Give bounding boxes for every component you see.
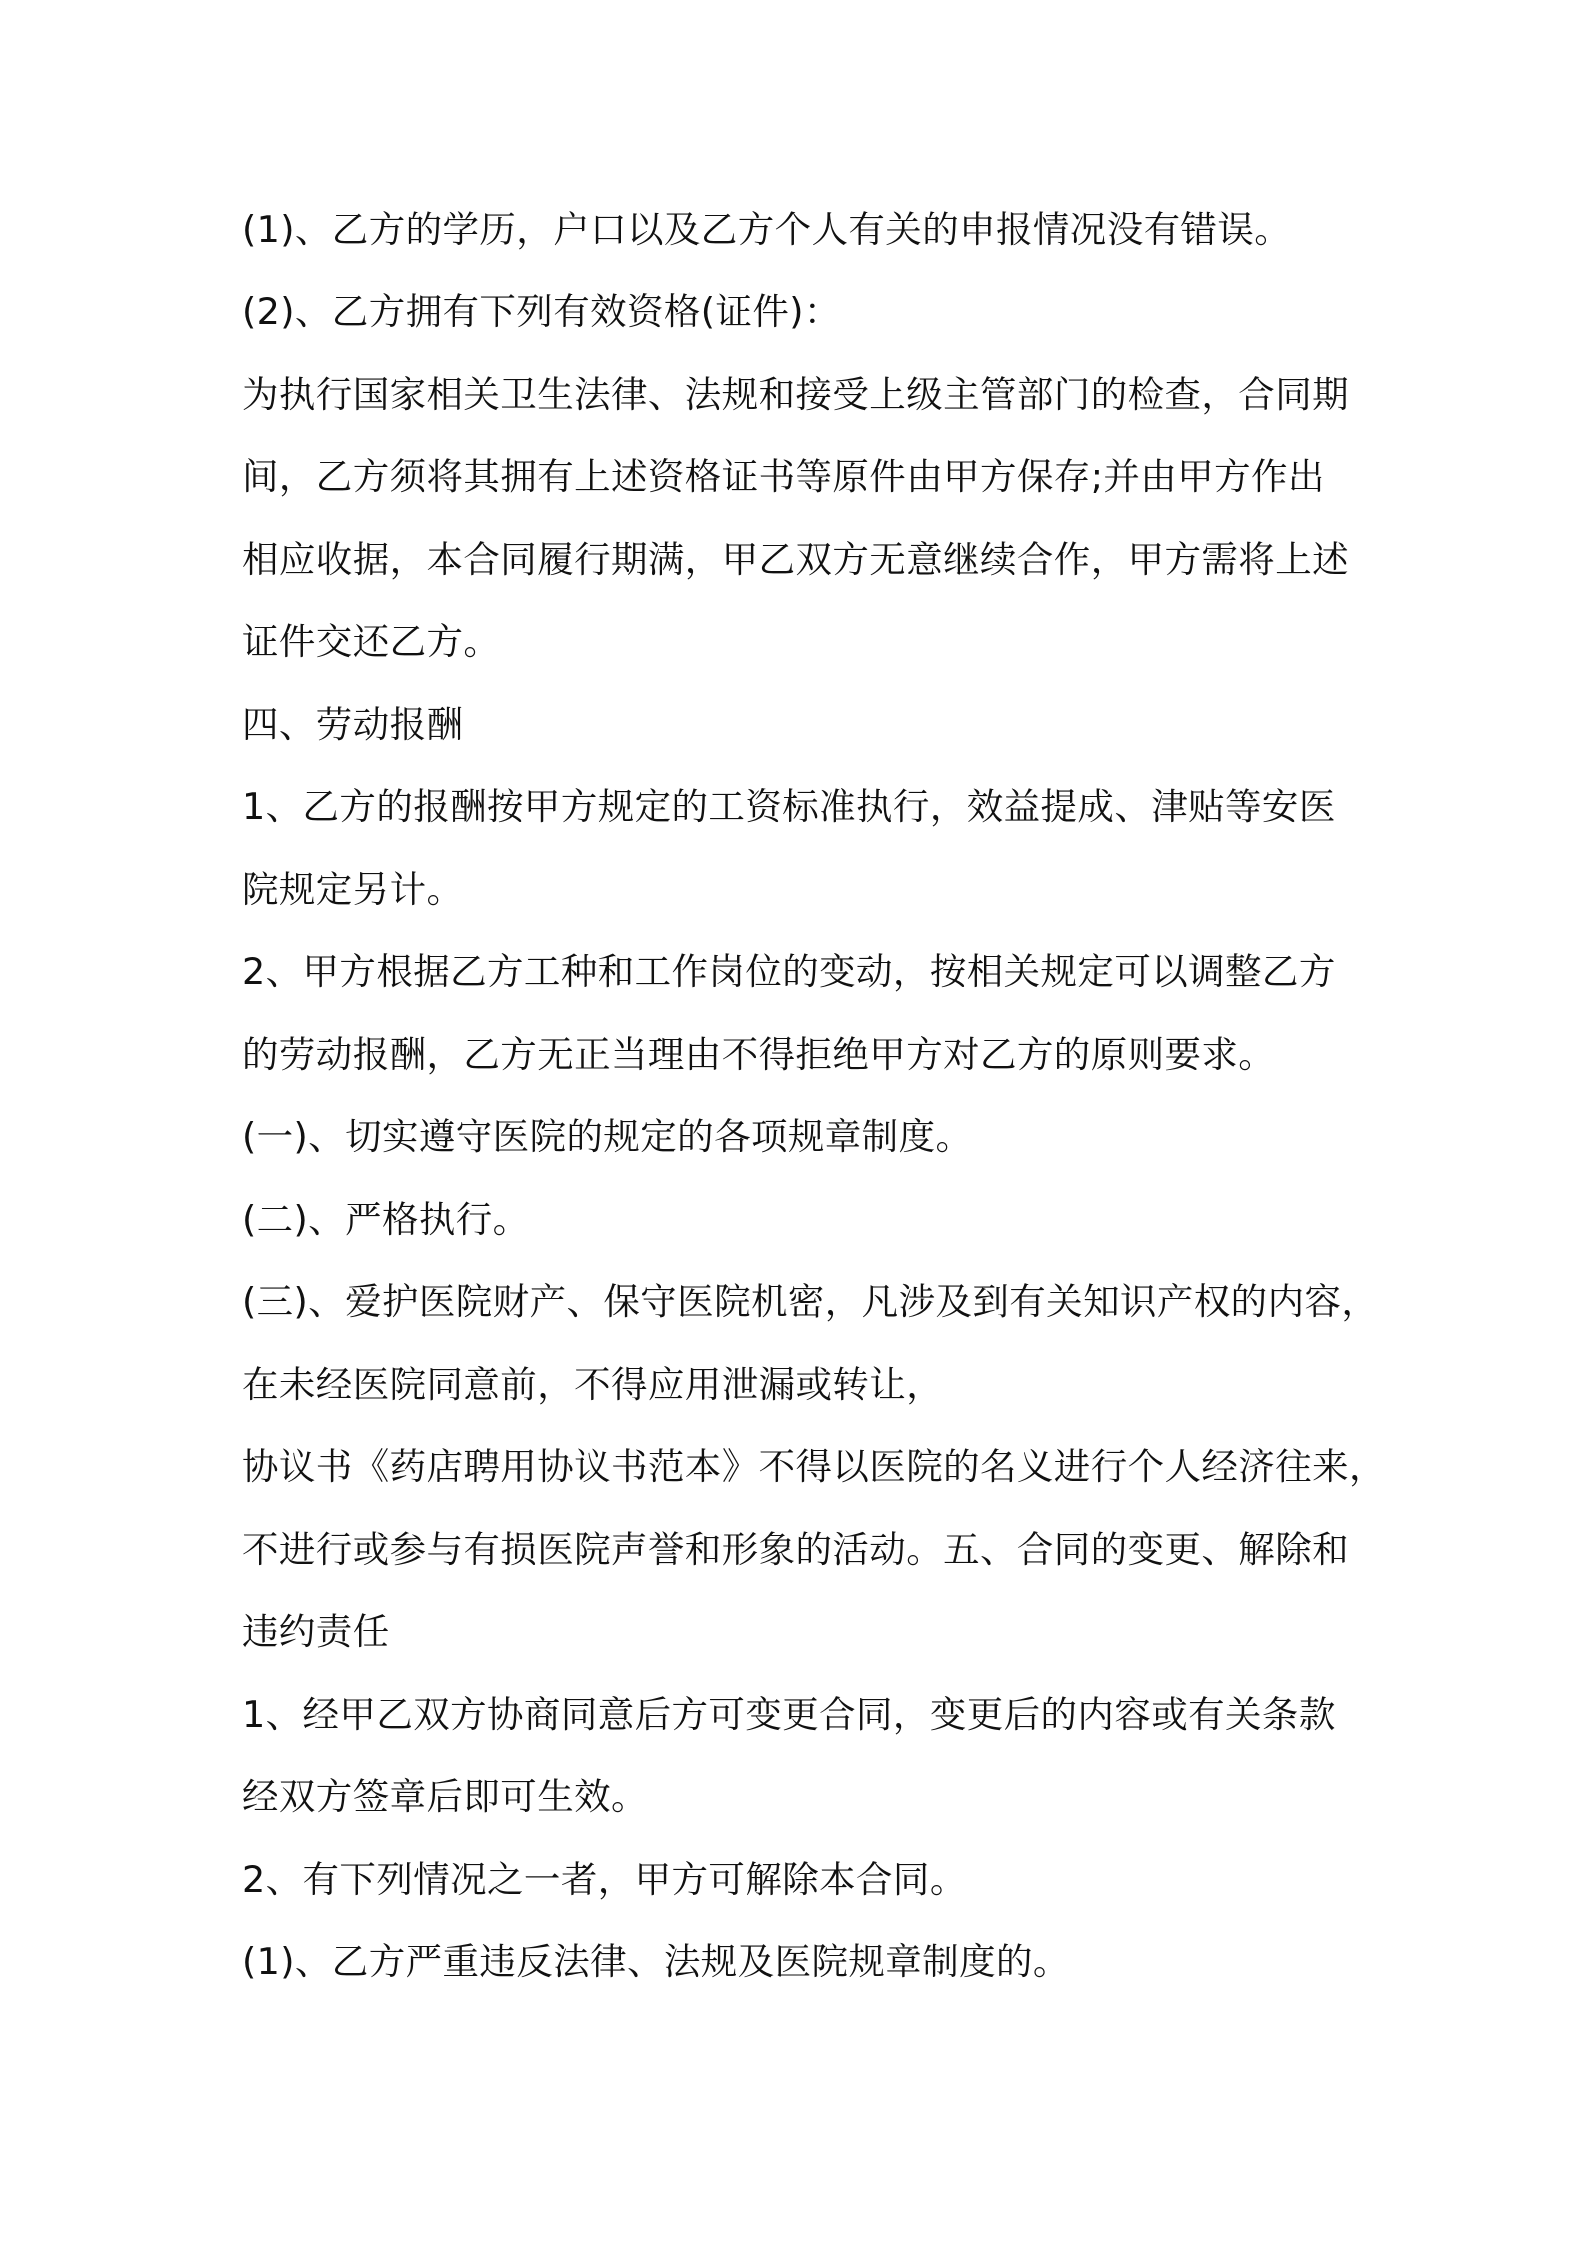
text-line-confidentiality-4: 不进行或参与有损医院声誉和形象的活动。五、合同的变更、解除和 xyxy=(242,1528,1349,1571)
text-line-strict-execution: (二)、严格执行。 xyxy=(242,1198,530,1241)
section-heading-remuneration: 四、劳动报酬 xyxy=(242,703,464,746)
text-line-salary-adjustment-2: 的劳动报酬，乙方无正当理由不得拒绝甲方对乙方的原则要求。 xyxy=(242,1033,1276,1076)
text-line-contract-change-1: 1、经甲乙双方协商同意后方可变更合同，变更后的内容或有关条款 xyxy=(242,1693,1336,1736)
text-line-salary-adjustment-1: 2、甲方根据乙方工种和工作岗位的变动，按相关规定可以调整乙方 xyxy=(242,950,1336,993)
text-line-confidentiality-2: 在未经医院同意前，不得应用泄漏或转让， xyxy=(242,1363,944,1406)
text-line-applicant-education: (1)、乙方的学历，户口以及乙方个人有关的申报情况没有错误。 xyxy=(242,208,1292,251)
text-line-certificate-custody-3: 相应收据，本合同履行期满，甲乙双方无意继续合作，甲方需将上述 xyxy=(242,538,1349,581)
text-line-qualifications-heading: (2)、乙方拥有下列有效资格(证件)： xyxy=(242,290,841,333)
text-line-contract-change-2: 经双方签章后即可生效。 xyxy=(242,1775,648,1818)
text-line-certificate-custody-2: 间，乙方须将其拥有上述资格证书等原件由甲方保存;并由甲方作出 xyxy=(242,455,1325,498)
text-line-salary-standard-1: 1、乙方的报酬按甲方规定的工资标准执行，效益提成、津贴等安医 xyxy=(242,785,1336,828)
text-line-termination-conditions: 2、有下列情况之一者，甲方可解除本合同。 xyxy=(242,1858,967,1901)
section-heading-contract-changes: 违约责任 xyxy=(242,1610,390,1653)
text-line-obey-rules: (一)、切实遵守医院的规定的各项规章制度。 xyxy=(242,1115,973,1158)
text-line-certificate-custody-4: 证件交还乙方。 xyxy=(242,620,501,663)
text-line-certificate-custody-1: 为执行国家相关卫生法律、法规和接受上级主管部门的检查，合同期 xyxy=(242,373,1349,416)
text-line-confidentiality-1: (三)、爱护医院财产、保守医院机密，凡涉及到有关知识产权的内容， xyxy=(242,1280,1379,1323)
text-line-salary-standard-2: 院规定另计。 xyxy=(242,868,464,911)
text-line-confidentiality-3: 协议书《药店聘用协议书范本》不得以医院的名义进行个人经济往来， xyxy=(242,1445,1386,1488)
text-line-serious-violation: (1)、乙方严重违反法律、法规及医院规章制度的。 xyxy=(242,1940,1070,1983)
